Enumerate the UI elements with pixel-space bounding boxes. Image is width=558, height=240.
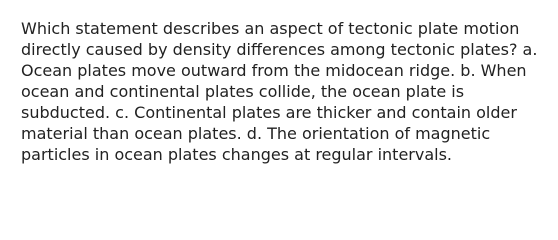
question-line: Ocean plates move outward from the midocean ridge. b. When xyxy=(21,61,527,80)
question-text xyxy=(21,18,543,165)
question-line: directly caused by density differences among tectonic plates? a. xyxy=(21,40,538,59)
question-line: subducted. c. Continental plates are thicker and contain older xyxy=(21,103,517,122)
question-line: particles in ocean plates changes at regular intervals. xyxy=(21,145,453,164)
question-line: Which statement describes an aspect of tectonic plate motion xyxy=(21,19,520,38)
question-line: material than ocean plates. d. The orientation of magnetic xyxy=(21,124,491,143)
question-line: ocean and continental plates collide, the ocean plate is xyxy=(21,82,465,101)
